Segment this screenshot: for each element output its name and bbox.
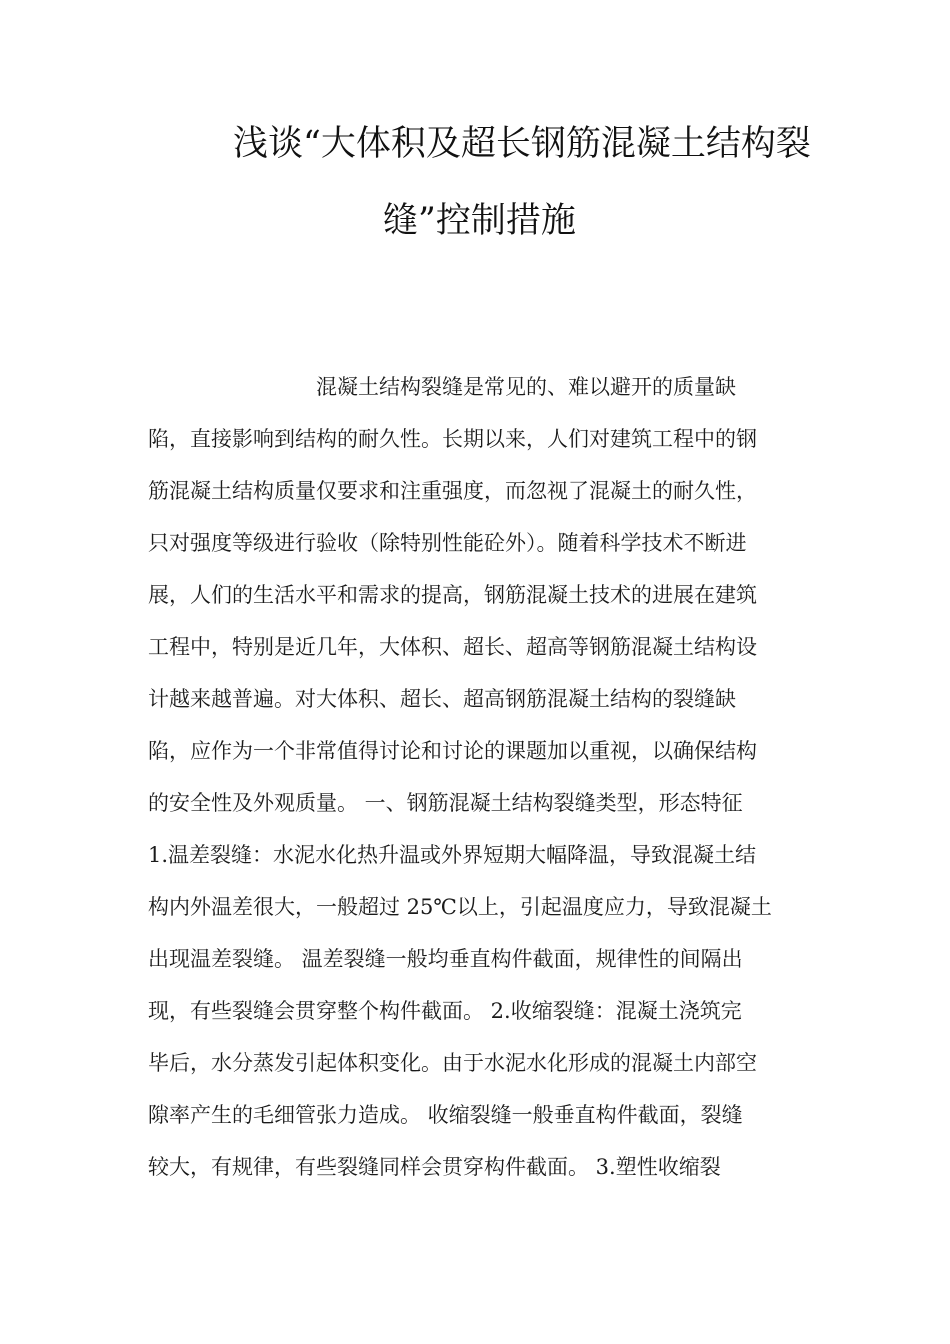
body-line-12: 出现温差裂缝。 温差裂缝一般均垂直构件截面，规律性的间隔出 [148,947,743,971]
body-line-13: 现，有些裂缝会贯穿整个构件截面。 2.收缩裂缝：混凝土浇筑完 [148,999,742,1023]
body-line-6: 工程中，特别是近几年，大体积、超长、超高等钢筋混凝土结构设 [148,635,757,659]
body-line-9: 的安全性及外观质量。 一、钢筋混凝土结构裂缝类型，形态特征 [148,791,743,815]
body-line-10: 1.温差裂缝：水泥水化热升温或外界短期大幅降温，导致混凝土结 [148,843,757,867]
body-line-8: 陷，应作为一个非常值得讨论和讨论的课题加以重视，以确保结构 [148,739,757,763]
body-line-16: 较大，有规律，有些裂缝同样会贯穿构件截面。 3.塑性收缩裂 [148,1155,721,1179]
body-line-1: 混凝土结构裂缝是常见的、难以避开的质量缺 [316,375,736,399]
body-line-5: 展，人们的生活水平和需求的提高，钢筋混凝土技术的进展在建筑 [148,583,757,607]
body-line-14: 毕后，水分蒸发引起体积变化。由于水泥水化形成的混凝土内部空 [148,1051,757,1075]
body-line-15: 隙率产生的毛细管张力造成。 收缩裂缝一般垂直构件截面，裂缝 [148,1103,743,1127]
body-line-4: 只对强度等级进行验收（除特别性能砼外）。随着科学技术不断进 [148,531,747,555]
document-title-line-1: 浅谈“大体积及超长钢筋混凝土结构裂 [233,124,811,164]
body-line-11: 构内外温差很大，一般超过 25℃以上，引起温度应力，导致混凝土 [148,895,772,919]
body-line-2: 陷，直接影响到结构的耐久性。长期以来，人们对建筑工程中的钢 [148,427,757,451]
body-line-7: 计越来越普遍。对大体积、超长、超高钢筋混凝土结构的裂缝缺 [148,687,736,711]
document-title-line-2: 缝”控制措施 [383,201,576,241]
body-line-3: 筋混凝土结构质量仅要求和注重强度，而忽视了混凝土的耐久性， [148,479,757,503]
